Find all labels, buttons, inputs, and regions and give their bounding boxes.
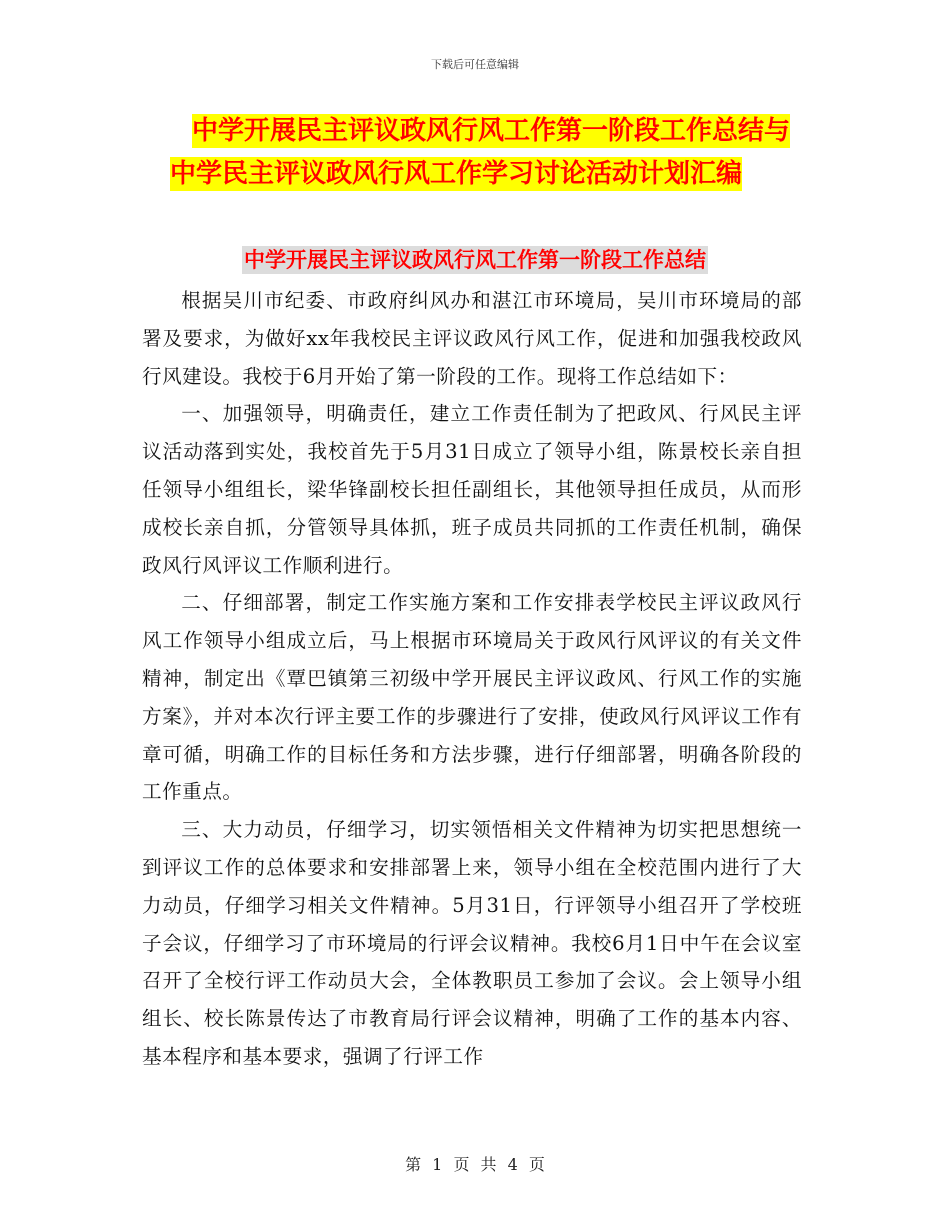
section-heading: 中学开展民主评议政风行风工作第一阶段工作总结: [244, 248, 706, 272]
title-line-2: 中学民主评议政风行风工作学习讨论活动计划汇编: [170, 159, 743, 189]
title-line-1: 中学开展民主评议政风行风工作第一阶段工作总结与: [192, 116, 791, 146]
paragraph: 三、大力动员，仔细学习，切实领悟相关文件精神为切实把思想统一到评议工作的总体要求和安排部署上来，领导小组在全校范围内进行了大力动员，仔细学习相关文件精神。5月31日，行评领导小组召开了学校班子会议，仔细学习了市环境局的行评会议精神。我校6月1日中午在会议室召开了全校行评工作动员大会，全体教职员工参加了会议。会上领导小组组长、校长陈景传达了市教育局行评会议精神，明确了工作的基本内容、基本程序和基本要求，强调了行评工作: [142, 818, 802, 1068]
paragraph: 二、仔细部署，制定工作实施方案和工作安排表学校民主评议政风行风工作领导小组成立后，马上根据市环境局关于政风行风评议的有关文件精神，制定出《覃巴镇第三初级中学开展民主评议政风、行风工作的实施方案》，并对本次行评主要工作的步骤进行了安排，使政风行风评议工作有章可循，明确工作的目标任务和方法步骤，进行仔细部署，明确各阶段的工作重点。: [142, 591, 802, 804]
paragraph: 根据吴川市纪委、市政府纠风办和湛江市环境局，吴川市环境局的部署及要求，为做好xx年我校民主评议政风行风工作，促进和加强我校政风行风建设。我校于6月开始了第一阶段的工作。现将工作总结如下：: [142, 289, 802, 388]
page-footer: 第 1 页 共 4 页: [405, 1155, 545, 1174]
body-text: [142, 282, 802, 1076]
document-title: [170, 110, 810, 196]
paragraph: 一、加强领导，明确责任，建立工作责任制为了把政风、行风民主评议活动落到实处，我校首先于5月31日成立了领导小组，陈景校长亲自担任领导小组组长，梁华锋副校长担任副组长，其他领导担任成员，从而形成校长亲自抓，分管领导具体抓，班子成员共同抓的工作责任机制，确保政风行风评议工作顺利进行。: [142, 402, 802, 577]
header-note: 下载后可任意编辑: [431, 58, 519, 71]
